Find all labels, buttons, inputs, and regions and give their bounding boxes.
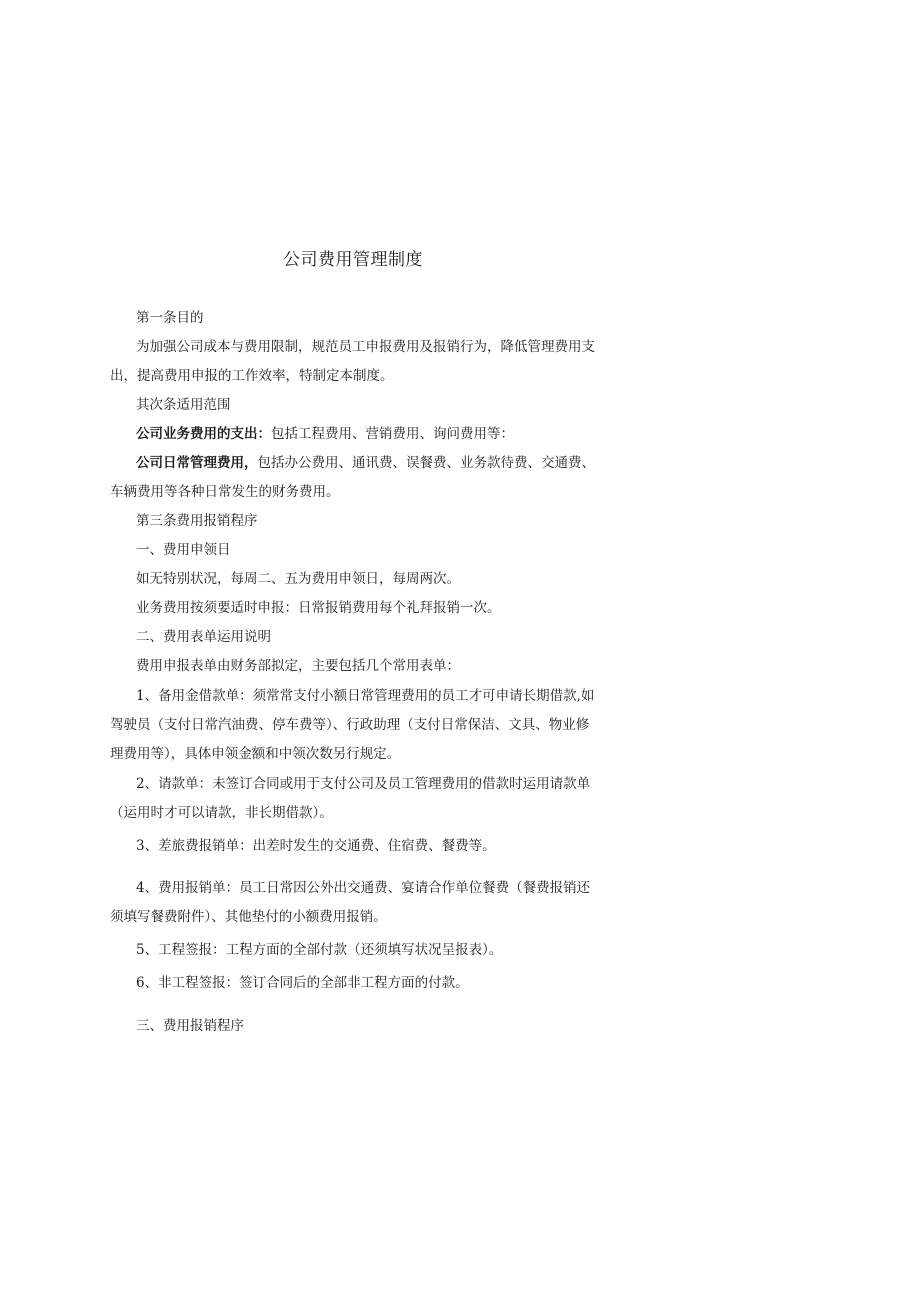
article-1-heading: 第一条目的 xyxy=(136,310,204,326)
list-item-6: 6、非工程签报：签订合同后的全部非工程方面的付款。 xyxy=(136,975,469,991)
paragraph-line: 如无特别状况，每周二、五为费用申领日，每周两次。 xyxy=(136,571,460,587)
business-expense-text: 包括工程费用、营销费用、询问费用等： xyxy=(271,426,514,442)
list-item-1-cont: 驾驶员（支付日常汽油费、停车费等）、行政助理（支付日常保洁、文具、物业修 xyxy=(110,717,590,733)
paragraph-line: 业务费用按须要适时申报：日常报销费用每个礼拜报销一次。 xyxy=(136,600,501,616)
paragraph-line: 车辆费用等各种日常发生的财务费用。 xyxy=(110,484,340,500)
list-item-5: 5、工程签报：工程方面的全部付款（还须填写状况呈报表）。 xyxy=(136,942,503,958)
paragraph-line: 为加强公司成本与费用限制，规范员工申报费用及报销行为，降低管理费用支 xyxy=(136,339,595,355)
section-heading: 三、费用报销程序 xyxy=(136,1018,244,1034)
paragraph-line: 费用申报表单由财务部拟定，主要包括几个常用表单： xyxy=(136,658,460,674)
business-expense-line xyxy=(136,425,514,443)
list-item-2-cont: （运用时才可以请款，非长期借款）。 xyxy=(110,805,333,821)
paragraph-line: 出，提高费用申报的工作效率，特制定本制度。 xyxy=(110,368,394,384)
daily-expense-text: 包括办公费用、通讯费、误餐费、业务款待费、交通费、 xyxy=(257,455,595,471)
business-expense-label: 公司业务费用的支出： xyxy=(136,426,271,442)
article-2-heading: 其次条适用范围 xyxy=(136,397,231,413)
list-item-1-cont: 理费用等），具体申领金额和中领次数另行规定。 xyxy=(110,746,401,762)
list-item-2: 2、请款单：未签订合同或用于支付公司及员工管理费用的借款时运用请款单 xyxy=(136,776,591,792)
daily-expense-line xyxy=(136,454,595,472)
list-item-3: 3、差旅费报销单：出差时发生的交通费、住宿费、餐费等。 xyxy=(136,838,496,854)
section-heading: 一、费用申领日 xyxy=(136,542,231,558)
list-item-4-cont: 须填写餐费附件）、其他垫付的小额费用报销。 xyxy=(110,909,387,925)
list-item-4: 4、费用报销单：员工日常因公外出交通费、宴请合作单位餐费（餐费报销还 xyxy=(136,880,591,896)
article-3-heading: 第三条费用报销程序 xyxy=(136,513,258,529)
daily-expense-label: 公司日常管理费用， xyxy=(136,455,258,471)
section-heading: 二、费用表单运用说明 xyxy=(136,629,271,645)
list-item-1: 1、备用金借款单：须常常支付小额日常管理费用的员工才可申请长期借款,如 xyxy=(136,688,595,704)
document-title: 公司费用管理制度 xyxy=(283,250,423,270)
